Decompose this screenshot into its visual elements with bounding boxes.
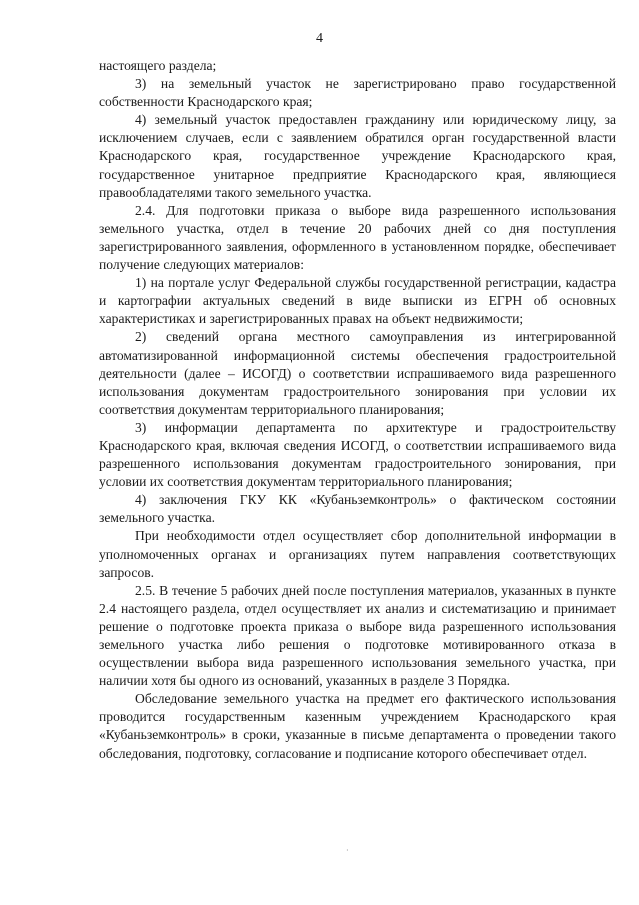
page-number: 4 xyxy=(316,31,323,46)
paragraph-inspection: Обследование земельного участка на предмет его фактического использования проводится государственным казенным учреждением Краснодарского края «Кубаньземконтроль» в сроки, указанные в письме департамента о проведении такого обследования, подготовку, согласование и подписание которого обеспечивает отдел. xyxy=(99,691,616,761)
paragraph-item-3-not-registered: 3) на земельный участок не зарегистрировано право государственной собственности Краснодарского края; xyxy=(99,76,616,110)
paragraph-2-4-item-1: 1) на портале услуг Федеральной службы государственной регистрации, кадастра и картографии актуальных сведений в виде выписки из ЕГРН об основных характеристиках и зарегистрированных правах на объект недвижимости; xyxy=(99,275,616,327)
paragraph-section-end: настоящего раздела; xyxy=(99,58,217,73)
paragraph-2-5: 2.5. В течение 5 рабочих дней после поступления материалов, указанных в пункте 2.4 настоящего раздела, отдел осуществляет их анализ и систематизацию и принимает решение о подготовке проекта приказа о выборе вида разрешенного использования земельного участка либо решения о подготовке мотивированного отказа в осуществлении выбора вида разрешенного использования земельного участка, при наличии хотя бы одного из оснований, указанных в разделе 3 Порядка. xyxy=(99,582,616,689)
footer-mark: · xyxy=(346,846,349,855)
paragraph-additional-requests: При необходимости отдел осуществляет сбор дополнительной информации в уполномоченных органах и организациях путем направления соответствующих запросов. xyxy=(99,528,616,580)
document-body xyxy=(99,57,616,763)
paragraph-item-4-granted: 4) земельный участок предоставлен гражданину или юридическому лицу, за исключением случаев, если с заявлением обратился орган государственной власти Краснодарского края, государственное учреждение Краснодарского края, государственное унитарное предприятие Краснодарского края, являющиеся правообладателями такого земельного участка. xyxy=(99,112,616,200)
paragraph-2-4: 2.4. Для подготовки приказа о выборе вида разрешенного использования земельного участка, отдел в течение 20 рабочих дней со дня поступления зарегистрированного заявления, оформленного в установленном порядке, обеспечивает получение следующих материалов: xyxy=(99,202,616,273)
paragraph-2-4-item-2: 2) сведений органа местного самоуправления из интегрированной автоматизированной информационной системы обеспечения градостроительной деятельности (далее – ИСОГД) о соответствии испрашиваемого вида разрешенного использования документам градостроительного зонирования при условии их соответствия документам территориального планирования; xyxy=(99,329,616,417)
paragraph-2-4-item-4: 4) заключения ГКУ КК «Кубаньземконтроль» о фактическом состоянии земельного участка. xyxy=(99,492,616,526)
paragraph-2-4-item-3: 3) информации департамента по архитектуре и градостроительству Краснодарского края, включая сведения ИСОГД, о соответствии испрашиваемого вида разрешенного использования документам градостроительного зонирования, при условии их соответствия документам территориального планирования; xyxy=(99,419,616,490)
